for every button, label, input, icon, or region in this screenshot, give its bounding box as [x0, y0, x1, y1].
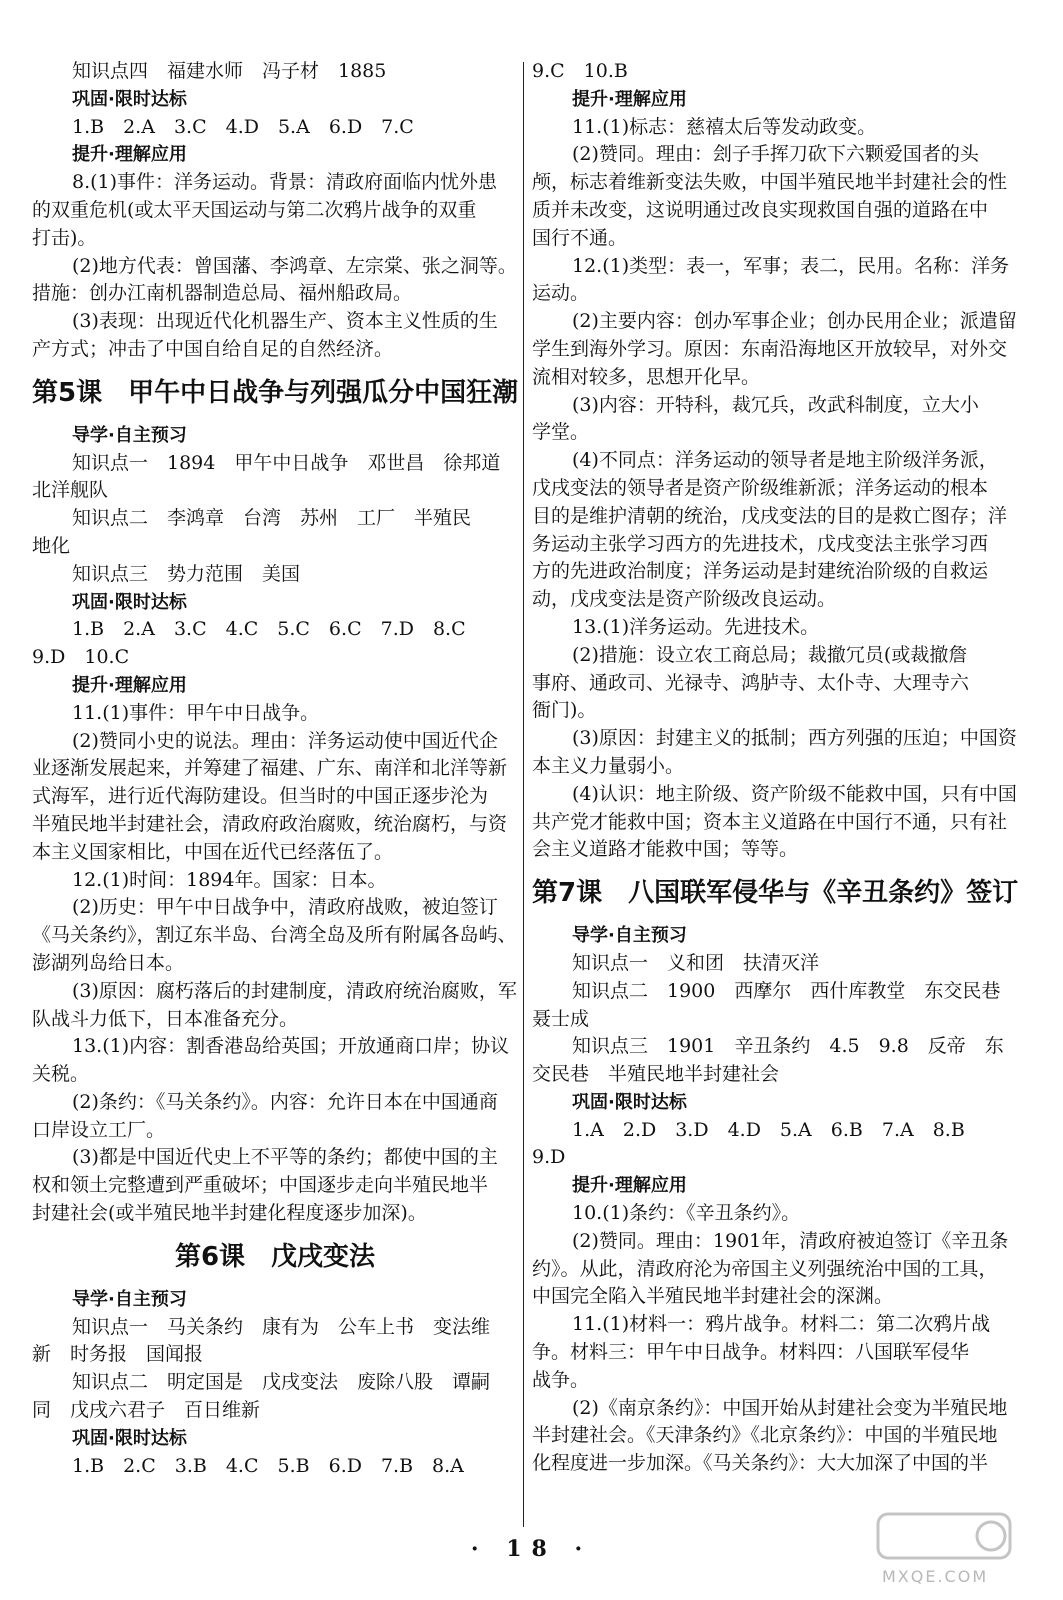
left-section-label: 巩固·限时达标 — [72, 591, 187, 613]
left-line: 产方式；冲击了中国自给自足的自然经济。 — [32, 337, 394, 360]
left-line: 式海军，进行近代海防建设。但当时的中国正逐步沦为 — [32, 785, 489, 808]
right-line: 目的是维护清朝的统治，戊戌变法的目的是救亡图存；洋 — [532, 504, 1008, 527]
left-line: 13.(1)内容：割香港岛给英国；开放通商口岸；协议 — [72, 1035, 510, 1058]
right-line: 12.(1)类型：表一，军事；表二，民用。名称：洋务 — [572, 254, 1010, 277]
left-section-label: 提升·理解应用 — [72, 144, 187, 166]
left-line: (2)条约：《马关条约》。内容：允许日本在中国通商 — [72, 1090, 498, 1113]
left-lesson-heading: 第6课 戊戌变法 — [174, 1241, 376, 1272]
right-line: 战争。 — [532, 1368, 590, 1391]
right-line: 知识点二 1900 西摩尔 西什库教堂 东交民巷 — [572, 979, 1001, 1002]
right-column — [532, 58, 1022, 1478]
right-line: 会主义道路才能救中国；等等。 — [532, 838, 799, 861]
right-line: 化程度进一步加深。《马关条约》：大大加深了中国的半 — [532, 1452, 989, 1475]
page-number: · 18 · — [470, 1536, 593, 1562]
right-line: 聂士成 — [532, 1007, 590, 1030]
right-line: (2)赞同。理由：刽子手挥刀砍下六颗爱国者的头 — [572, 143, 979, 166]
right-line: 10.(1)条约：《辛丑条约》。 — [572, 1202, 801, 1225]
right-line: (2)主要内容：创办军事企业；创办民用企业；派遣留 — [572, 310, 1017, 333]
left-line: (2)历史：甲午中日战争中，清政府战败，被迫签订 — [72, 896, 498, 919]
right-line: 争。材料三：甲午中日战争。材料四：八国联军侵华 — [532, 1341, 970, 1364]
left-line: 1.B 2.A 3.C 4.C 5.C 6.C 7.D 8.C — [72, 618, 466, 641]
right-line: 运动。 — [532, 282, 590, 305]
column-divider — [523, 62, 524, 1527]
left-line: 12.(1)时间：1894年。国家：日本。 — [72, 868, 387, 891]
left-line: 知识点一 马关条约 康有为 公车上书 变法维 — [72, 1315, 491, 1338]
right-line: (2)措施：设立农工商总局；裁撤冗员(或裁撤詹 — [572, 643, 968, 666]
left-line: 知识点一 1894 甲午中日战争 邓世昌 徐邦道 — [72, 451, 501, 474]
right-line: 共产党才能救中国；资本主义道路在中国行不通，只有社 — [532, 810, 1008, 833]
right-line: 动，戊戌变法是资产阶级改良运动。 — [532, 588, 837, 611]
left-line: 9.D 10.C — [32, 646, 130, 669]
right-line: 本主义力量弱小。 — [532, 754, 685, 777]
right-line: 质并未改变，这说明通过改良实现救国自强的道路在中 — [532, 198, 989, 221]
left-section-label: 巩固·限时达标 — [72, 1427, 187, 1449]
left-line: 知识点二 明定国是 戊戌变法 废除八股 谭嗣 — [72, 1371, 491, 1394]
right-line: 9.C 10.B — [532, 60, 628, 82]
right-line: 方的先进政治制度；洋务运动是封建统治阶级的自救运 — [532, 560, 989, 583]
left-line: 知识点三 势力范围 美国 — [72, 562, 301, 585]
left-line: (2)赞同小史的说法。理由：洋务运动使中国近代企 — [72, 729, 498, 752]
right-line: 中国完全陷入半殖民地半封建社会的深渊。 — [532, 1285, 894, 1308]
right-lesson-heading: 第7课 八国联军侵华与《辛丑条约》签订 — [532, 878, 1019, 909]
right-line: 11.(1)标志：慈禧太后等发动政变。 — [572, 115, 877, 138]
left-line: 半殖民地半封建社会，清政府政治腐败，统治腐朽，与资 — [32, 812, 508, 835]
left-line: 北洋舰队 — [32, 479, 109, 502]
left-section-label: 导学·自主预习 — [72, 1288, 187, 1310]
right-section-label: 提升·理解应用 — [572, 1175, 687, 1197]
right-line: 流相对较多，思想开化早。 — [532, 365, 761, 388]
right-line: 学生到海外学习。原因：东南沿海地区开放较早，对外交 — [532, 337, 1008, 360]
left-lesson-heading: 第5课 甲午中日战争与列强瓜分中国狂潮 — [32, 377, 519, 408]
left-line: 封建社会(或半殖民地半封建化程度逐步加深)。 — [32, 1202, 427, 1225]
left-line: 业逐渐发展起来，并筹建了福建、广东、南洋和北洋等新 — [32, 757, 508, 780]
right-line: (2)《南京条约》：中国开始从封建社会变为半殖民地 — [572, 1396, 1008, 1419]
right-line: 9.D — [532, 1146, 566, 1169]
right-line: 交民巷 半殖民地半封建社会 — [532, 1063, 780, 1086]
right-line: 务运动主张学习西方的先进技术，戊戌变法主张学习西 — [532, 532, 989, 555]
left-column — [32, 58, 518, 1480]
left-line: 澎湖列岛给日本。 — [32, 951, 185, 974]
left-line: 1.B 2.A 3.C 4.D 5.A 6.D 7.C — [72, 115, 414, 138]
right-line: (3)原因：封建主义的抵制；西方列强的压迫；中国资 — [572, 727, 1017, 750]
right-line: 13.(1)洋务运动。先进技术。 — [572, 615, 820, 638]
right-line: (2)赞同。理由：1901年，清政府被迫签订《辛丑条 — [572, 1229, 1009, 1252]
right-line: 约》。从此，清政府沦为帝国主义列强统治中国的工具， — [532, 1257, 998, 1280]
left-section-label: 提升·理解应用 — [72, 674, 187, 696]
right-line: 事府、通政司、光禄寺、鸿胪寺、太仆寺、大理寺六 — [532, 671, 970, 694]
watermark-logo — [872, 1508, 1022, 1588]
left-line: (3)原因：腐朽落后的封建制度，清政府统治腐败，军 — [72, 979, 517, 1002]
right-line: 知识点三 1901 辛丑条约 4.5 9.8 反帝 东 — [572, 1035, 1004, 1058]
right-line: (4)认识：地主阶级、资产阶级不能救中国，只有中国 — [572, 782, 1017, 805]
page-number-value: 18 — [506, 1536, 557, 1562]
left-line: 11.(1)事件：甲午中日战争。 — [72, 701, 320, 724]
watermark-circle — [977, 1522, 1005, 1550]
left-line: 口岸设立工厂。 — [32, 1118, 166, 1141]
left-line: (2)地方代表：曾国藩、李鸿章、左宗棠、张之洞等。 — [72, 254, 517, 277]
right-line: 11.(1)材料一：鸦片战争。材料二：第二次鸦片战 — [572, 1313, 991, 1336]
left-line: 队战斗力低下，日本准备充分。 — [32, 1007, 299, 1030]
left-line: (3)都是中国近代史上不平等的条约；都使中国的主 — [72, 1146, 498, 1169]
right-section-label: 导学·自主预习 — [572, 925, 687, 947]
right-line: 知识点一 义和团 扶清灭洋 — [572, 951, 820, 974]
right-line: 颅，标志着维新变法失败，中国半殖民地半封建社会的性 — [532, 171, 1008, 194]
left-line: 本主义国家相比，中国在近代已经落伍了。 — [32, 840, 394, 863]
left-line: 权和领土完整遭到严重破坏；中国逐步走向半殖民地半 — [32, 1174, 489, 1197]
right-line: 国行不通。 — [532, 226, 628, 249]
watermark-text: MXQE.COM — [882, 1567, 989, 1586]
left-line: 知识点二 李鸿章 台湾 苏州 工厂 半殖民 — [72, 507, 472, 530]
left-line: 1.B 2.C 3.B 4.C 5.B 6.D 7.B 8.A — [72, 1454, 464, 1477]
left-section-label: 巩固·限时达标 — [72, 88, 187, 110]
right-section-label: 提升·理解应用 — [572, 88, 687, 110]
right-line: (3)内容：开特科，裁冗兵，改武科制度，立大小 — [572, 393, 979, 416]
left-line: 8.(1)事件：洋务运动。背景：清政府面临内忧外患 — [72, 171, 498, 194]
left-section-label: 导学·自主预习 — [72, 424, 187, 446]
right-line: 戊戌变法的领导者是资产阶级维新派；洋务运动的根本 — [532, 476, 989, 499]
right-line: (4)不同点：洋务运动的领导者是地主阶级洋务派， — [572, 449, 998, 472]
right-line: 1.A 2.D 3.D 4.D 5.A 6.B 7.A 8.B — [572, 1118, 965, 1141]
left-line: 知识点四 福建水师 冯子材 1885 — [72, 60, 387, 82]
left-line: 地化 — [32, 534, 71, 557]
left-line: 打击)。 — [32, 226, 97, 249]
right-line: 半封建社会。《天津条约》《北京条约》：中国的半殖民地 — [532, 1424, 998, 1447]
left-line: 同 戊戌六君子 百日维新 — [32, 1399, 261, 1422]
right-section-label: 巩固·限时达标 — [572, 1091, 687, 1113]
left-line: 《马关条约》，割辽东半岛、台湾全岛及所有附属各岛屿、 — [32, 924, 517, 947]
left-line: 的双重危机(或太平天国运动与第二次鸦片战争的双重 — [32, 198, 477, 221]
left-line: (3)表现：出现近代化机器生产、资本主义性质的生 — [72, 310, 498, 333]
left-line: 关税。 — [32, 1063, 90, 1086]
right-line: 衙门)。 — [532, 699, 597, 722]
left-line: 措施：创办江南机器制造总局、福州船政局。 — [32, 282, 413, 305]
right-line: 学堂。 — [532, 421, 590, 444]
left-line: 新 时务报 国闻报 — [32, 1343, 204, 1366]
